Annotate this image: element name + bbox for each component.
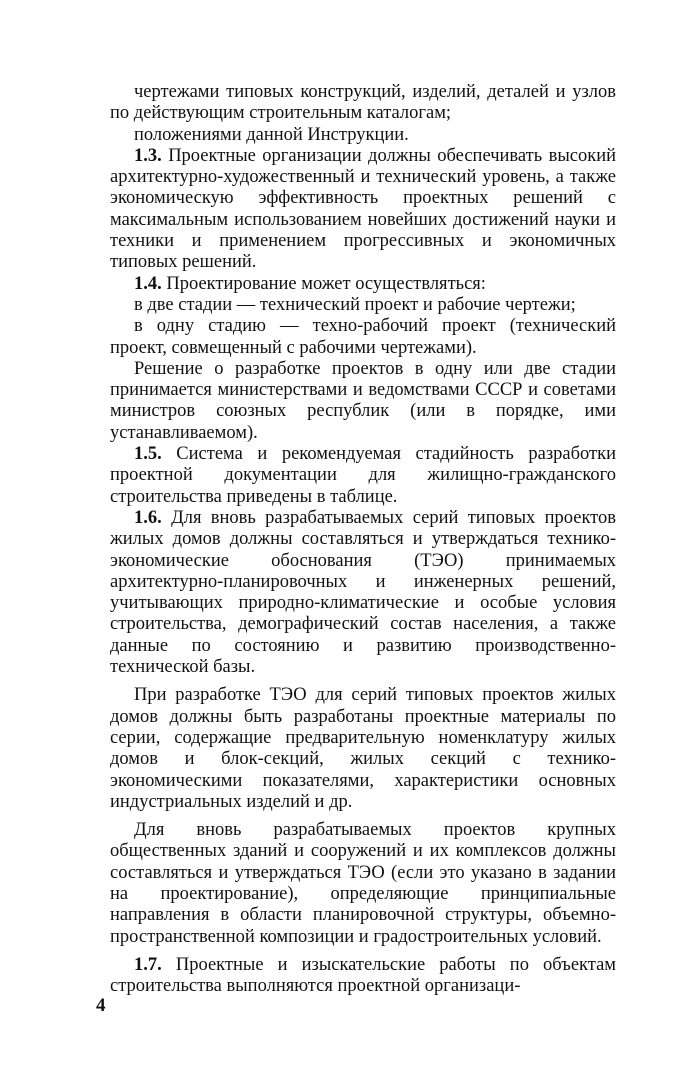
section-number: 1.3. (134, 145, 162, 166)
paragraph: Решение о разработке проектов в одну или две стадии принимается министерствами и ведомствами СССР и советами министров союзных республик (или в порядке, ими устанавливаемом). (110, 358, 616, 443)
section-text: Проектирование может осуществляться: (166, 273, 486, 294)
page-number: 4 (96, 995, 106, 1016)
section-number: 1.4. (134, 273, 162, 294)
section-1-3 (110, 146, 616, 274)
section-text: Проектные организации должны обеспечивать высокий архитектурно-художественный и технический уровень, а также экономическую эффективность проектных решений с максимальным использованием новейших достижений науки и техники и применением прогрессивных и экономичных типовых решений. (110, 145, 616, 273)
section-1-6 (110, 508, 616, 678)
section-text: Система и рекомендуемая стадийность разработки проектной документации для жилищно-гражданского строительства приведены в таблице. (110, 444, 616, 507)
section-1-4 (110, 274, 616, 295)
paragraph: При разработке ТЭО для серий типовых проектов жилых домов должны быть разработаны проектные материалы по серии, содержащие предварительную номенклатуру жилых домов и блок-секций, жилых секций с технико-экономическими показателями, характеристики основных индустриальных изделий и др. (110, 685, 616, 812)
list-item: положениями данной Инструкции. (134, 124, 409, 145)
list-item: чертежами типовых конструкций, изделий, деталей и узлов по действующим строительным каталогам; (110, 82, 616, 124)
section-number: 1.6. (134, 507, 162, 528)
section-text: Для вновь разрабатываемых серий типовых проектов жилых домов должны составляться и утверждаться технико-экономические обоснования (ТЭО) принимаемых архитектурно-планировочных и инженерных решений, учитывающих природно-климатические и особые условия строительства, демографический состав населения, а также данные по состоянию и развитию производственно-технической базы. (110, 507, 617, 678)
section-text: Проектные и изыскательские работы по объектам строительства выполняются проектной организаци- (110, 954, 616, 997)
list-item: в две стадии — технический проект и рабочие чертежи; (134, 294, 576, 315)
section-number: 1.7. (134, 954, 162, 975)
section-1-7 (110, 955, 616, 998)
document-body (110, 82, 616, 997)
section-1-5 (110, 444, 616, 508)
section-number: 1.5. (134, 444, 162, 465)
paragraph: Для вновь разрабатываемых проектов крупных общественных зданий и сооружений и их комплексов должны составляться и утверждаться ТЭО (если это указано в задании на проектирование), определяющие принципиальные направления в области планировочной структуры, объемно-пространственной композиции и градостроительных условий. (110, 820, 616, 947)
list-item: в одну стадию — техно-рабочий проект (технический проект, совмещенный с рабочими чертежами). (110, 316, 616, 358)
